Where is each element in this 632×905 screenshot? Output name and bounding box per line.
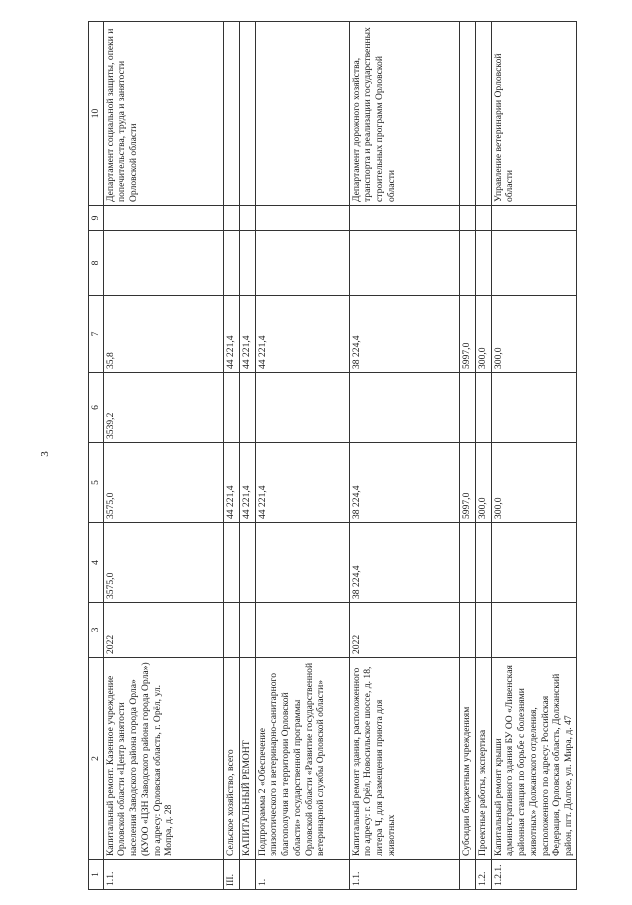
- value-cell: 35,8: [103, 296, 223, 373]
- value-cell: [223, 373, 239, 443]
- value-cell: [223, 206, 239, 231]
- header-cell: 1: [89, 860, 104, 890]
- row-number: [239, 860, 255, 890]
- responsible-cell: [459, 22, 475, 206]
- value-cell: [103, 231, 223, 296]
- responsible-cell: Департамент социальной защиты, опеки и попечительства, труда и занятости Орловской области: [103, 22, 223, 206]
- value-cell: [491, 373, 576, 443]
- value-cell: [255, 523, 349, 603]
- header-cell: 5: [89, 443, 104, 523]
- header-cell: 9: [89, 206, 104, 231]
- value-cell: 3575,0: [103, 443, 223, 523]
- value-cell: 44 221,4: [239, 443, 255, 523]
- value-cell: [475, 523, 491, 603]
- row-title: КАПИТАЛЬНЫЙ РЕМОНТ: [239, 658, 255, 860]
- table-row: [103, 22, 223, 890]
- table-row: [255, 22, 349, 890]
- year-cell: [255, 603, 349, 658]
- value-cell: [459, 523, 475, 603]
- header-cell: 4: [89, 523, 104, 603]
- value-cell: [349, 206, 459, 231]
- value-cell: 38 224,4: [349, 296, 459, 373]
- value-cell: 44 221,4: [223, 296, 239, 373]
- value-cell: 44 221,4: [239, 296, 255, 373]
- year-cell: [475, 603, 491, 658]
- row-title: Сельское хозяйство, всего: [223, 658, 239, 860]
- row-number: [459, 860, 475, 890]
- row-number: 1.2.: [475, 860, 491, 890]
- header-cell: 3: [89, 603, 104, 658]
- value-cell: [255, 373, 349, 443]
- header-cell: 7: [89, 296, 104, 373]
- row-title: Капитальный ремонт. Казенное учреждение Орловской области «Центр занятости населения Заводского района города Орла» (КУОО «ЦЗН Заводского района города Орла») по адресу: Орловская область, г. Орёл, ул. Мопра, д. 28: [103, 658, 223, 860]
- year-cell: [491, 603, 576, 658]
- value-cell: 5997,0: [459, 296, 475, 373]
- value-cell: [459, 231, 475, 296]
- value-cell: [255, 231, 349, 296]
- value-cell: 300,0: [475, 443, 491, 523]
- table-row: [223, 22, 239, 890]
- budget-table: [88, 21, 577, 890]
- responsible-cell: Департамент дорожного хозяйства, транспорта и реализации государственных строительных программ Орловской области: [349, 22, 459, 206]
- table-row: [491, 22, 576, 890]
- table-row: [239, 22, 255, 890]
- value-cell: [103, 206, 223, 231]
- value-cell: [239, 206, 255, 231]
- row-title: Проектные работы, экспертиза: [475, 658, 491, 860]
- value-cell: [475, 206, 491, 231]
- value-cell: [239, 523, 255, 603]
- value-cell: 5997,0: [459, 443, 475, 523]
- value-cell: [223, 231, 239, 296]
- value-cell: [255, 206, 349, 231]
- value-cell: [239, 231, 255, 296]
- value-cell: 3539,2: [103, 373, 223, 443]
- responsible-cell: [223, 22, 239, 206]
- year-cell: [223, 603, 239, 658]
- row-number: 1.1.: [349, 860, 459, 890]
- row-number: 1.: [255, 860, 349, 890]
- rotated-table-container: [88, 22, 618, 890]
- value-cell: [475, 231, 491, 296]
- header-cell: 10: [89, 22, 104, 206]
- year-cell: 2022: [103, 603, 223, 658]
- value-cell: 300,0: [491, 296, 576, 373]
- value-cell: 3575,0: [103, 523, 223, 603]
- value-cell: [349, 373, 459, 443]
- table-row: [459, 22, 475, 890]
- responsible-cell: Управление ветеринарии Орловской области: [491, 22, 576, 206]
- header-row: [89, 22, 104, 890]
- table-row: [475, 22, 491, 890]
- year-cell: [239, 603, 255, 658]
- value-cell: 44 221,4: [255, 443, 349, 523]
- year-cell: 2022: [349, 603, 459, 658]
- row-title: Подпрограмма 2 «Обеспечение эпизоотического и ветеринарно-санитарного благополучия на территории Орловской области» государственной программы Орловской области «Развитие государственной ветеринарной службы Орловской области»: [255, 658, 349, 860]
- header-cell: 2: [89, 658, 104, 860]
- value-cell: 38 224,4: [349, 443, 459, 523]
- value-cell: [459, 206, 475, 231]
- value-cell: 38 224,4: [349, 523, 459, 603]
- row-title: Капитальный ремонт крыши административного здания БУ ОО «Ливенская районная станция по борьбе с болезнями животных» Должанского отделения, расположенного по адресу: Российская Федерация, Орловская область, Должанский район, пгт. Долгое, ул. Мира, д. 47: [491, 658, 576, 860]
- row-number: III.: [223, 860, 239, 890]
- responsible-cell: [475, 22, 491, 206]
- row-number: 1.1.: [103, 860, 223, 890]
- value-cell: [475, 373, 491, 443]
- header-cell: 6: [89, 373, 104, 443]
- value-cell: [349, 231, 459, 296]
- responsible-cell: [239, 22, 255, 206]
- row-title: Субсидии бюджетным учреждениям: [459, 658, 475, 860]
- value-cell: [491, 206, 576, 231]
- row-number: 1.2.1.: [491, 860, 576, 890]
- value-cell: [491, 523, 576, 603]
- responsible-cell: [255, 22, 349, 206]
- value-cell: 44 221,4: [255, 296, 349, 373]
- year-cell: [459, 603, 475, 658]
- header-cell: 8: [89, 231, 104, 296]
- page-number: 3: [38, 451, 51, 457]
- value-cell: [223, 523, 239, 603]
- value-cell: [239, 373, 255, 443]
- row-title: Капитальный ремонт здания, расположенного по адресу: г. Орёл, Новосильское шоссе, д. 18, литера Ч, для размещения приюта для животных: [349, 658, 459, 860]
- value-cell: 44 221,4: [223, 443, 239, 523]
- value-cell: [491, 231, 576, 296]
- value-cell: [459, 373, 475, 443]
- value-cell: 300,0: [475, 296, 491, 373]
- table-row: [349, 22, 459, 890]
- value-cell: 300,0: [491, 443, 576, 523]
